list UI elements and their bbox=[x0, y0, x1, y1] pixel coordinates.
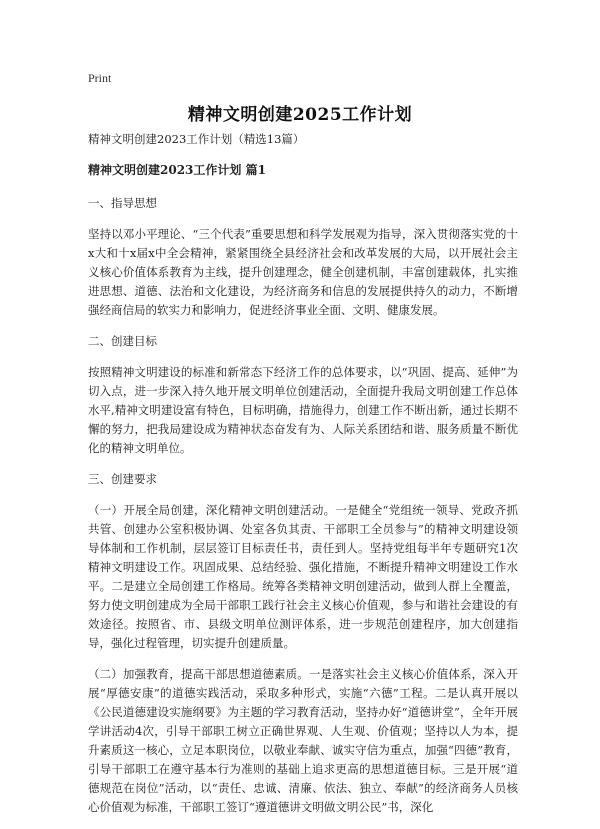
print-label[interactable]: Print bbox=[88, 71, 112, 85]
page-title: 精神文明创建2025工作计划 bbox=[187, 105, 413, 125]
section-title: 精神文明创建2023工作计划 篇1 bbox=[88, 163, 266, 177]
heading-creation-requirements: 三、创建要求 bbox=[88, 472, 157, 486]
paragraph-creation-goals: 按照精神文明建设的标准和新常态下经济工作的总体要求，以“巩固、提高、延伸”为切入点，进一步深入持久地开展文明单位创建活动，全面提升我局文明创建工作总体水平,精神文明建设富有特色，目标明确，措施得力，创建工作不断出新，通过长期不懈的努力，把我局建设成为精神状态奋发有为、人际关系团结和谐、服务质量不断优化的精神文明单位。 bbox=[88, 365, 518, 455]
paragraph-requirement-1: （一）开展全局创建，深化精神文明创建活动。一是健全“党组统一领导、党政齐抓共管、创建办公室积极协调、处室各负其责、干部职工全员参与”的精神文明建设领导体制和工作机制，层层签订目标责任书，责任到人。坚持党组每半年专题研究1次精神文明建设工作。巩固成果、总结经验、强化措施，不断提升精神文明建设工作水平。二是建立全局创建工作格局。统筹各类精神文明创建活动，做到人群上全覆盖，努力使文明创建成为全局干部职工践行社会主义核心价值观，参与和谐社会建设的有效途径。按照省、市、县级文明单位测评体系，进一步规范创建程序，加大创建指导，强化过程管理，切实提升创建质量。 bbox=[88, 503, 518, 650]
document-subtitle: 精神文明创建2023工作计划（精选13篇） bbox=[88, 132, 305, 146]
heading-creation-goals: 二、创建目标 bbox=[88, 334, 157, 348]
paragraph-requirement-2: （二）加强教育，提高干部思想道德素质。一是落实社会主义核心价值体系，深入开展“厚德安康”的道德实践活动，采取多种形式，实施“六德”工程。二是认真开展以《公民道德建设实施纲要》为主题的学习教育活动，坚持办好“道德讲堂”，全年开展学讲活动4次，引导干部职工树立正确世界观、人生观、价值观；坚持以人为本，提升素质这一核心，立足本职岗位，以敬业奉献、诚实守信为重点，加强“四德”教育，引导干部职工在遵守基本行为准则的基础上追求更高的思想道德目标。三是开展“道德规范在岗位”活动，以“责任、忠诚、清廉、依法、独立、奉献”的经济商务人员核心价值观为标准，干部职工签订“遵道德讲文明做文明公民”书，深化 bbox=[88, 667, 518, 814]
heading-guiding-ideology: 一、指导思想 bbox=[88, 196, 157, 210]
paragraph-guiding-ideology: 坚持以邓小平理论、“三个代表”重要思想和科学发展观为指导，深入贯彻落实党的十x大和十x届x中全会精神，紧紧围绕全县经济社会和改革发展的大局，以开展社会主义核心价值体系教育为主线，提升创建理念，健全创建机制，丰富创建载体，扎实推进思想、道德、法治和文化建设，为经济商务和信息的发展提供持久的动力，不断增强经商信局的软实力和影响力，促进经济事业全面、文明、健康发展。 bbox=[88, 227, 518, 317]
document-body bbox=[88, 130, 518, 829]
